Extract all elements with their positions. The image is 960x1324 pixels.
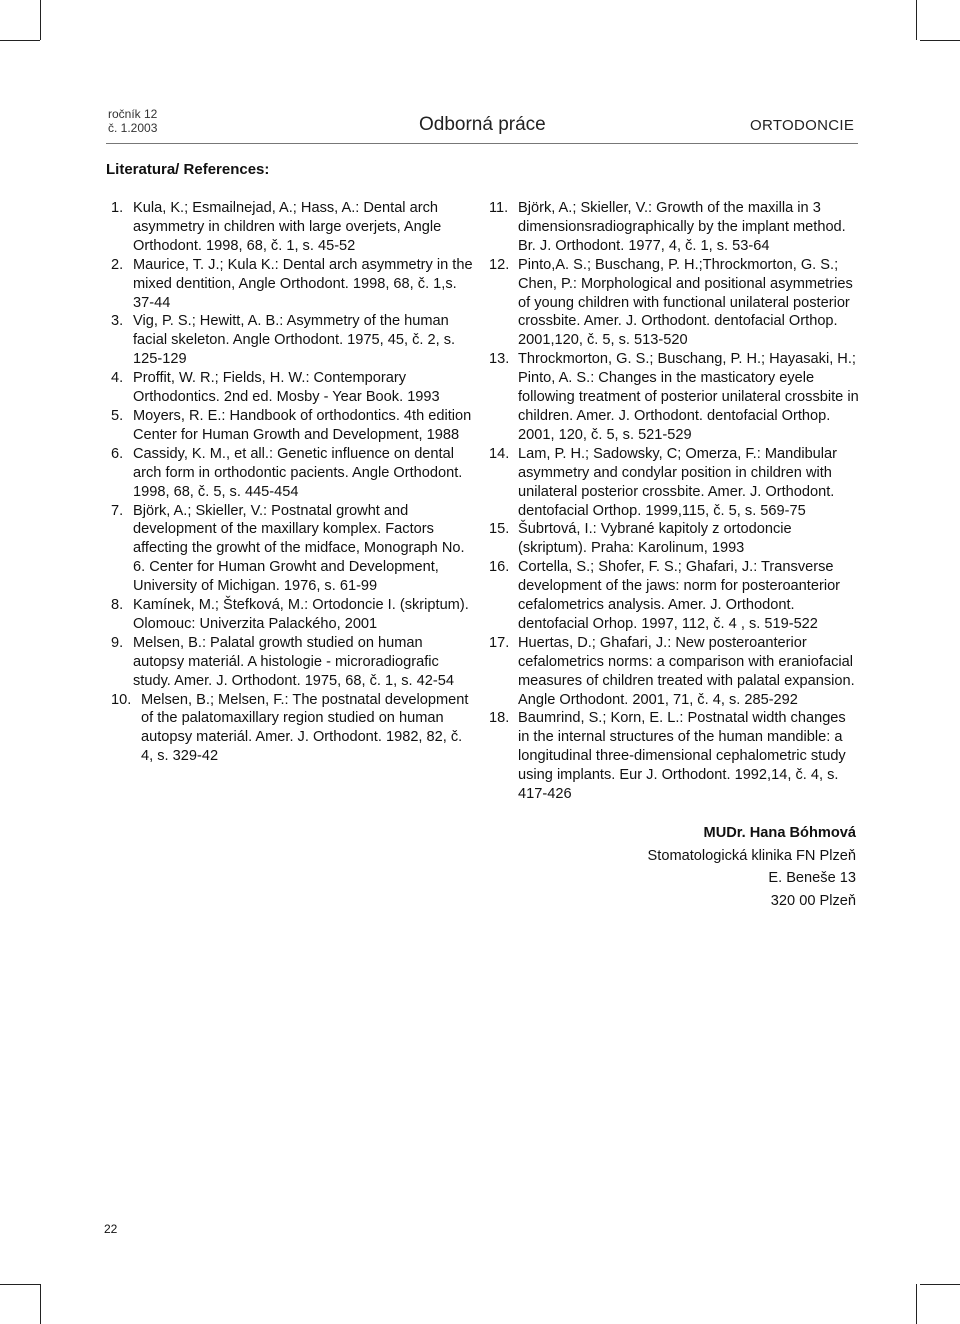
- crop-mark-bottom-right: [916, 1284, 917, 1324]
- references-list-left: [111, 199, 477, 766]
- reference-item: 4. Proffit, W. R.; Fields, H. W.: Contemporary Orthodontics. 2nd ed. Mosby - Year Book. 1993: [111, 370, 440, 406]
- article-type: Odborná práce: [419, 114, 546, 135]
- author-street: E. Beneše 13: [768, 870, 856, 886]
- references-heading: Literatura/ References:: [106, 161, 270, 178]
- reference-item: 6. Cassidy, K. M., et all.: Genetic influence on dental arch form in orthodontic pacients. Angle Orthodont. 1998, 68, č. 5, s. 445-454: [111, 445, 463, 500]
- reference-item: 8. Kamínek, M.; Štefková, M.: Ortodoncie I. (skriptum). Olomouc: Univerzita Palackého, 2001: [111, 597, 469, 632]
- author-name: MUDr. Hana Bóhmová: [703, 825, 856, 841]
- crop-mark-bottom-left-h: [0, 1284, 40, 1285]
- reference-item: 11. Björk, A.; Skieller, V.: Growth of the maxilla in 3 dimensionsradiographically by the implant method. Br. J. Orthodont. 1977, 4, č. 1, s. 53-64: [489, 200, 846, 254]
- reference-item: 12. Pinto,A. S.; Buschang, P. H.;Throckmorton, G. S.; Chen, P.: Morphological and positional asymmetries of young children with functional unilateral posterior crossbite. Amer. J. Orthodont. dentofacial Orthop. 2001,120, č. 5, s. 513-520: [489, 256, 853, 349]
- journal-section: ORTODONCIE: [750, 117, 855, 134]
- issue-info: [108, 107, 157, 135]
- reference-item: 17. Huertas, D.; Ghafari, J.: New posteroanterior cefalometrics norms: a comparison with eraniofacial measures of children treated with palatal expansion. Angle Orthodont. 2001, 71, č. 4, s. 285-292: [489, 634, 855, 708]
- crop-mark-bottom-right-h: [920, 1284, 960, 1285]
- reference-item: 1. Kula, K.; Esmailnejad, A.; Hass, A.: Dental arch asymmetry in children with large overjets, Angle Orthodont. 1998, 68, č. 1, s. 45-52: [111, 200, 442, 254]
- crop-mark-bottom-left: [40, 1284, 41, 1324]
- issue-label: č. 1.2003: [108, 121, 158, 135]
- reference-item: 3. Vig, P. S.; Hewitt, A. B.: Asymmetry of the human facial skeleton. Angle Orthodont. 1975, 45, č. 2, s. 125-129: [111, 313, 456, 368]
- crop-mark-top-left: [40, 0, 41, 40]
- page-number: 22: [104, 1222, 118, 1236]
- reference-item: 9. Melsen, B.: Palatal growth studied on human autopsy materiál. A histologie - microradiografic study. Amer. J. Orthodont. 1975, 68, č. 1, s. 42-54: [111, 634, 454, 689]
- reference-item: 16. Cortella, S.; Shofer, F. S.; Ghafari, J.: Transverse development of the jaws: norm for posteroanterior cefalometrics analysis. Amer. J. Orthodont. dentofacial Orhop. 1997, 112, č. 4 , s. 519-522: [489, 559, 841, 632]
- volume-label: ročník 12: [108, 107, 158, 121]
- reference-item: 14. Lam, P. H.; Sadowsky, C; Omerza, F.: Mandibular asymmetry and condylar position in children with unilateral posterior crossbite. Amer. J. Orthodont. dentofacial Orthop. 1999,115, č. 5, s. 569-75: [489, 445, 838, 519]
- reference-item: 18. Baumrind, S.; Korn, E. L.: Postnatal width changes in the internal structures of the human mandible: a longitudinal three-dimensional cephalometric study using implants. Eur J. Orthodont. 1992,14, č. 4, s. 417-426: [489, 710, 846, 803]
- reference-item: 13. Throckmorton, G. S.; Buschang, P. H.; Hayasaki, H.; Pinto, A. S.: Changes in the masticatory eyele following treatment of posterior unilateral crossbite in children. Amer. J. Orthodont. dentofacial Orthop. 2001, 120, č. 5, s. 521-529: [489, 351, 859, 443]
- crop-mark-top-right: [916, 0, 917, 40]
- author-block: [648, 822, 856, 912]
- references-list-right: [489, 199, 860, 804]
- crop-mark-top-left-h: [0, 40, 40, 41]
- reference-item: 2. Maurice, T. J.; Kula K.: Dental arch asymmetry in the mixed dentition, Angle Orthodont. 1998, 68, č. 1,s. 37-44: [111, 256, 473, 311]
- author-institution: Stomatologická klinika FN Plzeň: [647, 847, 856, 864]
- author-city: 320 00 Plzeň: [770, 892, 856, 909]
- reference-item: 15. Šubrtová, I.: Vybrané kapitoly z ortodoncie (skriptum). Praha: Karolinum, 1993: [489, 521, 792, 557]
- reference-item: 7. Björk, A.; Skieller, V.: Postnatal growht and development of the maxillary komplex. Factors affecting the growht of the midface, Monograph No. 6. Center for Human Growht and Development, University of Michigan. 1976, s. 61-99: [111, 502, 465, 595]
- header-divider: [106, 143, 858, 144]
- reference-item: 10. Melsen, B.; Melsen, F.: The postnatal development of the palatomaxillary region studied on human autopsy materiál. Amer. J. Orthodont. 1982, 82, č. 4, s. 329-42: [111, 691, 469, 765]
- reference-item: 5. Moyers, R. E.: Handbook of orthodontics. 4th edition Center for Human Growth and Development, 1988: [111, 407, 472, 443]
- crop-mark-top-right-h: [920, 40, 960, 41]
